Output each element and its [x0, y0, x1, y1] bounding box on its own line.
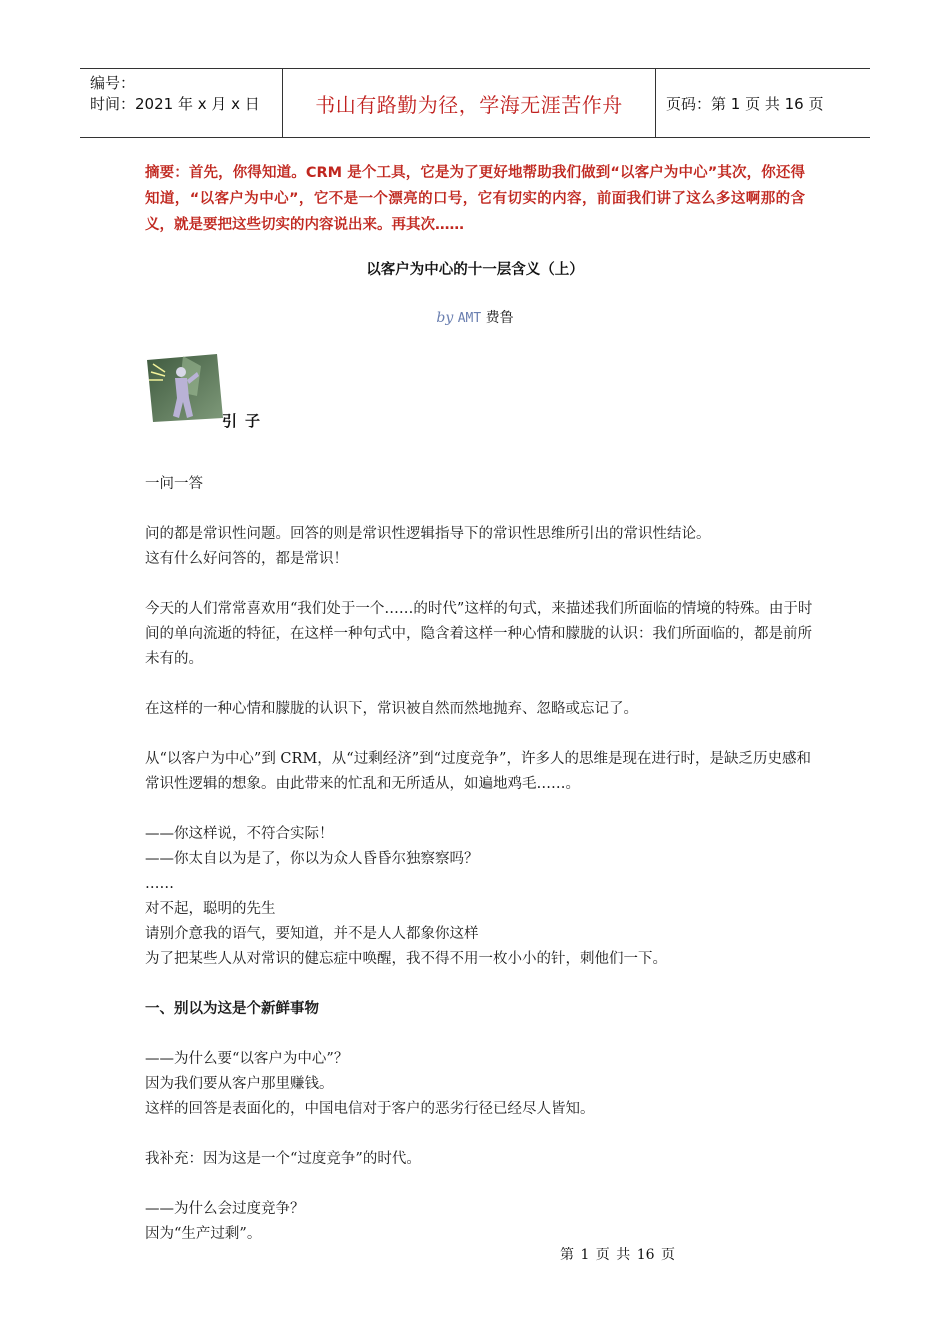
- paragraph-gap: [145, 1022, 825, 1047]
- paragraph-gap: [145, 572, 825, 597]
- person-clipart-image: [143, 352, 225, 424]
- header-meta: [80, 69, 282, 137]
- paragraph-gap: [145, 797, 825, 822]
- body-line: 因为我们要从客户那里赚钱。: [145, 1076, 334, 1092]
- body-line: ——你这样说，不符合实际！: [145, 826, 334, 842]
- body-line: 这有什么好问答的，都是常识！: [145, 551, 348, 567]
- body-line: ……: [145, 876, 174, 892]
- paragraph-gap: [145, 497, 825, 522]
- body-line: ——为什么要“以客户为中心”？: [145, 1051, 349, 1067]
- header-motto: 书山有路勤为径，学海无涯苦作舟: [282, 69, 656, 137]
- body-line: 这样的回答是表面化的，中国电信对于客户的恶劣行径已经尽人皆知。: [145, 1101, 595, 1117]
- header-page-info: 页码：第 1 页 共 16 页: [666, 94, 824, 113]
- body-line: ——为什么会过度竞争？: [145, 1201, 305, 1217]
- body-line: 对不起，聪明的先生: [145, 901, 276, 917]
- body-line: 请别介意我的语气，要知道，并不是人人都象你这样: [145, 926, 479, 942]
- document-date: 时间：2021 年 x 月 x 日: [90, 95, 260, 113]
- page-header: [80, 68, 870, 138]
- body-line: 今天的人们常常喜欢用“我们处于一个……的时代”这样的句式，来描述我们所面临的情境的特殊。由于时间的单向流逝的特征，在这样一种句式中，隐含着这样一种心情和朦胧的认识：我们所面临的，都是前所未有的。: [145, 601, 813, 667]
- byline-by: by: [436, 310, 454, 326]
- article-title: 以客户为中心的十一层含义（上）: [366, 262, 584, 278]
- paragraph-gap: [145, 1172, 825, 1197]
- abstract: 摘要：首先，你得知道。CRM 是个工具，它是为了更好地帮助我们做到“以客户为中心”其次，你还得知道，“以客户为中心”，它不是一个漂亮的口号，它有切实的内容，前面我们讲了这么多这啊那的含义，就是要把这些切实的内容说出来。再其次……: [145, 165, 805, 233]
- byline: [0, 307, 950, 327]
- body-line: 因为“生产过剩”。: [145, 1226, 262, 1242]
- paragraph-gap: [145, 722, 825, 747]
- body-line: ——你太自以为是了，你以为众人昏昏尔独察察吗？: [145, 851, 479, 867]
- document-number-label: 编号：: [90, 74, 136, 92]
- byline-org: AMT: [457, 311, 482, 326]
- section-heading: 一、别以为这是个新鲜事物: [145, 1001, 319, 1017]
- paragraph-gap: [145, 672, 825, 697]
- body-line: 问的都是常识性问题。回答的则是常识性逻辑指导下的常识性思维所引出的常识性结论。: [145, 526, 711, 542]
- intro-heading: 引子: [222, 412, 269, 430]
- body-line: 从“以客户为中心”到 CRM，从“过剩经济”到“过度竞争”，许多人的思维是现在进行时，是缺乏历史感和常识性逻辑的想象。由此带来的忙乱和无所适从，如遍地鸡毛……。: [145, 751, 811, 792]
- paragraph-gap: [145, 972, 825, 997]
- page-footer: 第 1 页 共 16 页: [560, 1247, 675, 1263]
- article-body: [145, 472, 825, 1247]
- body-line: 为了把某些人从对常识的健忘症中唤醒，我不得不用一枚小小的针，刺他们一下。: [145, 951, 667, 967]
- body-line: 在这样的一种心情和朦胧的认识下，常识被自然而然地抛弃、忽略或忘记了。: [145, 701, 638, 717]
- body-line: 一问一答: [145, 476, 203, 492]
- byline-author: 费鲁: [485, 310, 514, 326]
- body-line: 我补充：因为这是一个“过度竞争”的时代。: [145, 1151, 421, 1167]
- paragraph-gap: [145, 1122, 825, 1147]
